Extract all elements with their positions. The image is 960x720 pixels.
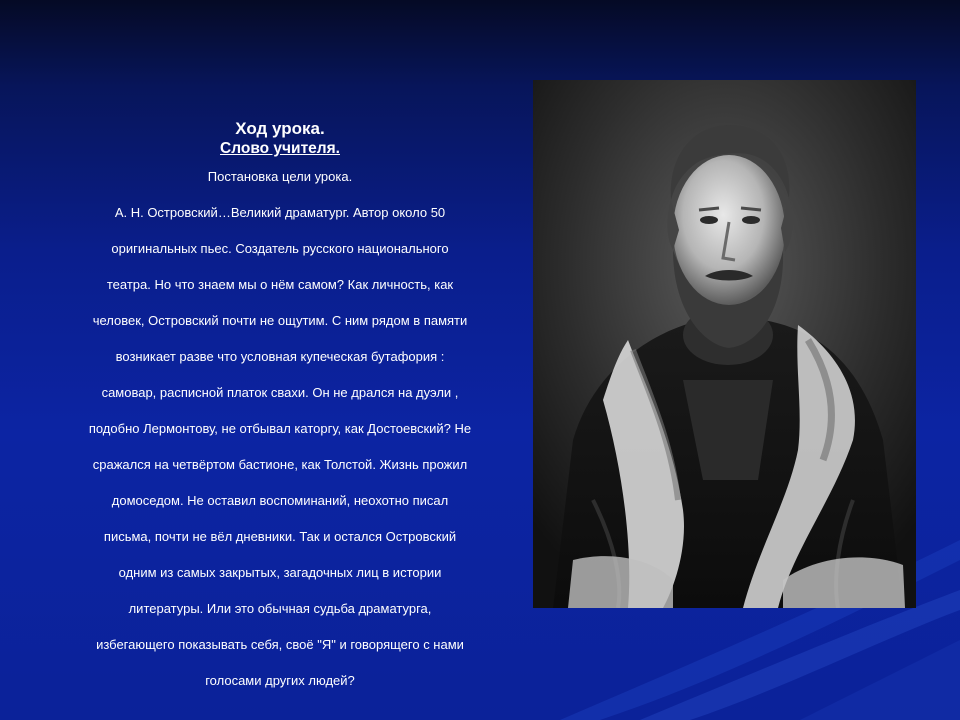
body-line: возникает разве что условная купеческая бутафория : — [115, 349, 445, 364]
slide-subtitle: Слово учителя. — [220, 140, 340, 157]
lesson-goal: Постановка цели урока. — [207, 169, 353, 184]
body-line: человек, Островский почти не ощутим. С ним рядом в памяти — [92, 313, 468, 328]
body-line: голосами других людей? — [205, 673, 355, 688]
body-line: театра. Но что знаем мы о нём самом? Как личность, как — [106, 277, 454, 292]
body-line: литературы. Или это обычная судьба драматурга, — [128, 601, 432, 616]
body-line: сражался на четвёртом бастионе, как Толстой. Жизнь прожил — [92, 457, 468, 472]
body-line: домоседом. Не оставил воспоминаний, неохотно писал — [111, 493, 449, 508]
portrait-drawing — [533, 80, 916, 608]
body-line: А. Н. Островский…Великий драматург. Автор около 50 — [114, 205, 446, 220]
portrait-image — [533, 80, 916, 608]
body-line: подобно Лермонтову, не отбывал каторгу, как Достоевский? Не — [88, 421, 472, 436]
body-line: письма, почти не вёл дневники. Так и остался Островский — [103, 529, 457, 544]
body-line: оригинальных пьес. Создатель русского национального — [111, 241, 449, 256]
lesson-text-block — [40, 118, 520, 708]
body-line: самовар, расписной платок свахи. Он не дрался на дуэли , — [101, 385, 459, 400]
lesson-body — [40, 186, 520, 708]
body-line: одним из самых закрытых, загадочных лиц в истории — [118, 565, 442, 580]
body-line: избегающего показывать себя, своё "Я" и говорящего с нами — [96, 637, 464, 652]
slide-title: Ход урока. — [235, 119, 325, 138]
